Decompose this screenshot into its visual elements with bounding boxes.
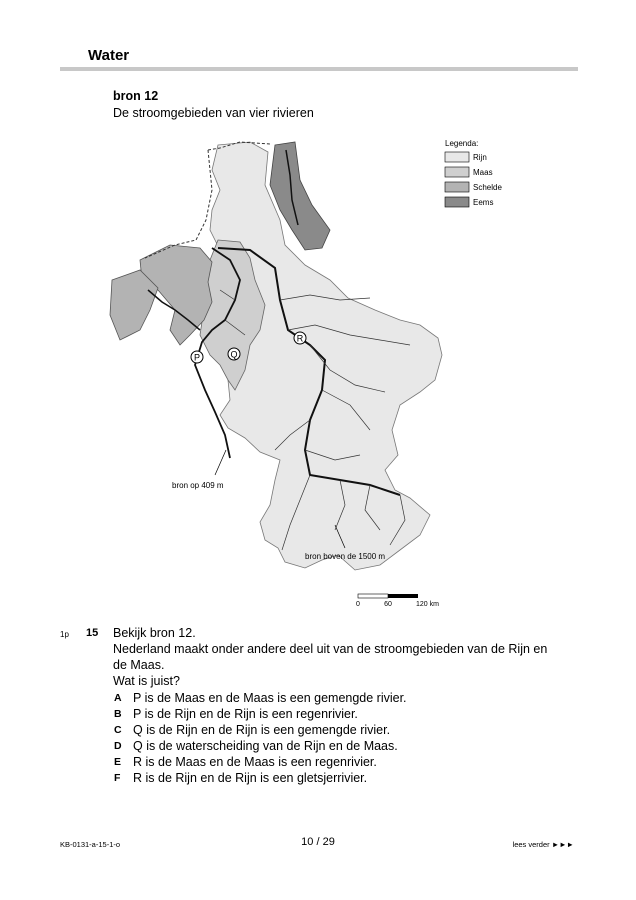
scale-bar — [356, 594, 439, 608]
source-high-label: bron boven de 1500 m — [305, 552, 386, 561]
marker-r-label: R — [296, 333, 304, 344]
answer-option-d[interactable] — [113, 738, 563, 754]
question-points: 1p — [60, 630, 69, 639]
question-line: Bekijk bron 12. — [113, 626, 196, 640]
answer-option-f[interactable] — [113, 770, 563, 786]
option-text: Q is de waterscheiding van de Rijn en de Maas. — [133, 739, 398, 753]
marker-q — [228, 348, 240, 360]
continue-label: lees verder ►►► — [512, 840, 574, 849]
source-title: bron 12 — [113, 89, 159, 103]
option-text: R is de Maas en de Maas is een regenrivier. — [133, 755, 377, 769]
legend-swatch-maas — [445, 167, 469, 177]
legend-label-eems: Eems — [473, 198, 494, 207]
option-letter: B — [114, 708, 122, 720]
map-legend — [445, 139, 502, 207]
scale-zero: 0 — [356, 601, 360, 608]
source-low-label: bron op 409 m — [172, 481, 224, 490]
option-text: Q is de Rijn en de Rijn is een gemengde rivier. — [133, 723, 391, 737]
section-title: Water — [88, 47, 130, 64]
answer-option-a[interactable] — [113, 690, 563, 706]
marker-q-label: Q — [230, 349, 238, 360]
option-text: P is de Maas en de Maas is een gemengde rivier. — [133, 691, 407, 705]
option-letter: E — [114, 756, 122, 768]
answer-option-b[interactable] — [113, 706, 563, 722]
source-caption: De stroomgebieden van vier rivieren — [113, 106, 314, 120]
page-number: 10 / 29 — [301, 836, 335, 848]
marker-r — [294, 332, 306, 344]
legend-label-rijn: Rijn — [473, 153, 487, 162]
option-text: P is de Rijn en de Rijn is een regenrivier. — [133, 707, 358, 721]
question-line: Wat is juist? — [113, 674, 180, 688]
river-basin-map — [100, 130, 502, 610]
option-letter: D — [114, 740, 122, 752]
option-letter: A — [114, 692, 122, 704]
legend-label-maas: Maas — [473, 168, 493, 177]
option-text: R is de Rijn en de Rijn is een gletsjerrivier. — [133, 771, 368, 785]
answer-option-c[interactable] — [113, 722, 563, 738]
question-number: 15 — [86, 627, 99, 639]
legend-swatch-eems — [445, 197, 469, 207]
marker-p — [191, 351, 203, 363]
legend-swatch-rijn — [445, 152, 469, 162]
schelde-sea-area — [110, 270, 158, 340]
legend-title: Legenda: — [445, 139, 479, 148]
marker-p-label: P — [193, 352, 201, 363]
option-letter: C — [114, 724, 122, 736]
legend-swatch-schelde — [445, 182, 469, 192]
question-body — [113, 625, 563, 786]
answer-options — [113, 690, 563, 786]
scale-mid: 60 — [384, 601, 392, 608]
source-low-pointer — [215, 450, 226, 475]
scale-end: 120 km — [416, 601, 439, 608]
legend-label-schelde: Schelde — [473, 183, 502, 192]
option-letter: F — [114, 772, 121, 784]
header-divider — [60, 67, 578, 71]
footer-code: KB-0131-a-15-1-o — [60, 840, 121, 849]
question-line: Nederland maakt onder andere deel uit van de stroomgebieden van de Rijn en de Maas. — [113, 642, 548, 672]
answer-option-e[interactable] — [113, 754, 563, 770]
